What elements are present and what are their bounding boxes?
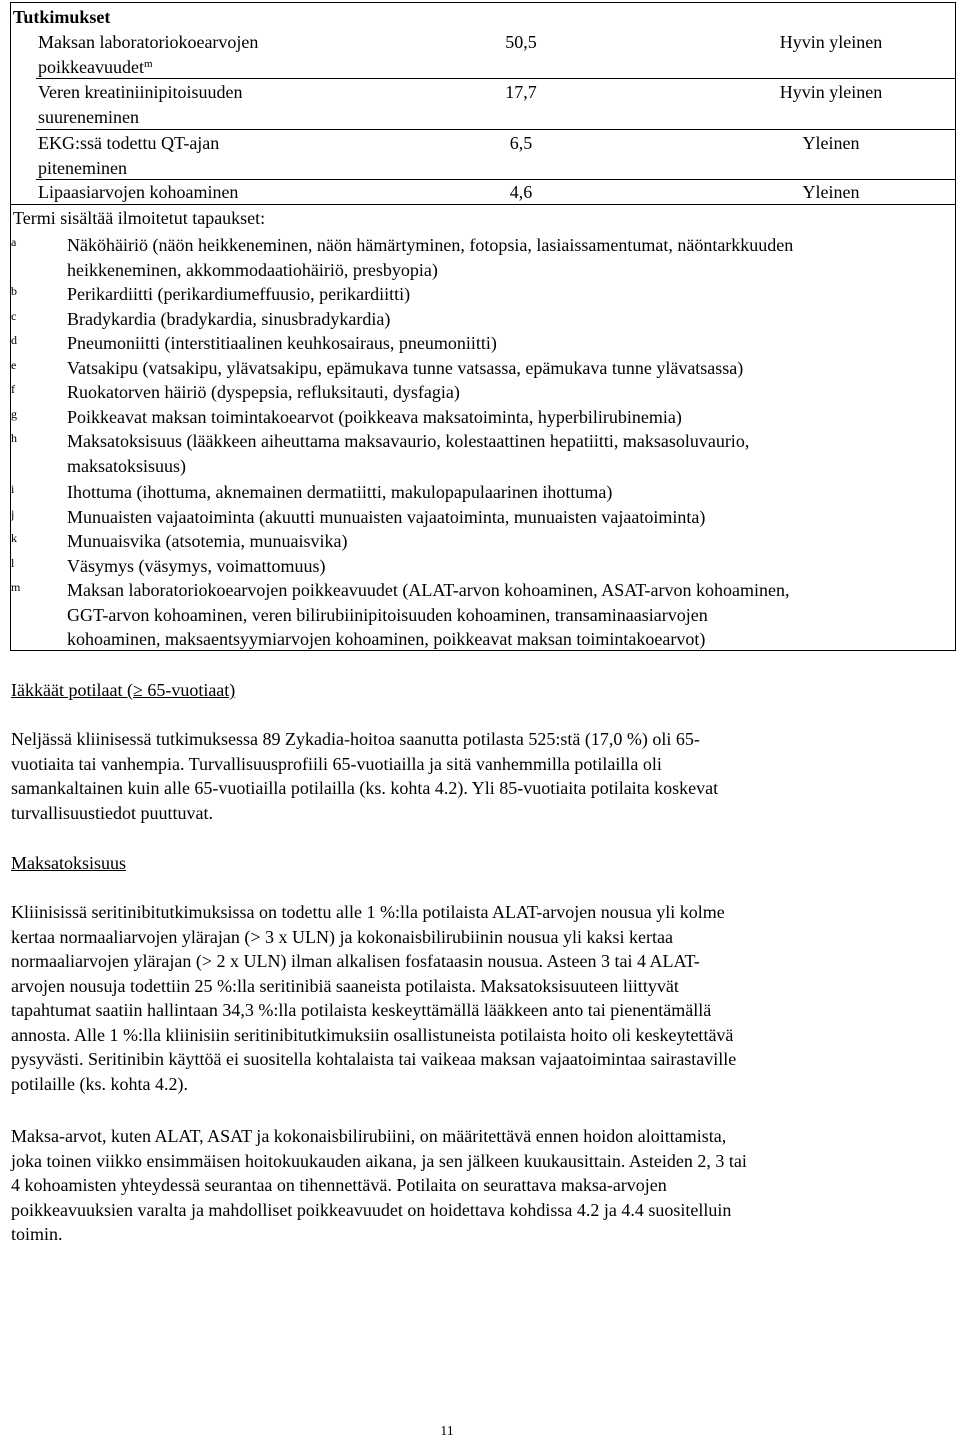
paragraph: Kliinisissä seritinibitutkimuksissa on todettu alle 1 %:lla potilaista ALAT-arvojen nousua yli kolme kertaa normaaliarvojen ylärajan (> 3 x ULN) ja kokonaisbilirubiinin nousua yli kaksi kertaa normaaliarvojen ylärajan (> 2 x ULN) ilman alkalisen fosfataasin nousua. Asteen 3 tai 4 ALAT- arvojen nousuja todettiin 25 %:lla seritinibiä saaneista potilaista. Maksatoksisuuteen liittyvät tapahtumat saatiin hallintaan 34,3 %:lla potilaista keskeyttämällä lääkkeen anto tai pienentämällä annosta. Alle 1 %:lla kliinisiin seritinibitutkimuksiin osallistuneista potilaista hoito oli keskeytettävä pysyvästi. Seritinibin käyttöä ei suositella kohtalaista tai vaikeaa maksan vajaatoimintaa sairastaville potilaille (ks. kohta 4.2).	[11, 902, 737, 1094]
footnote-text: Munuaisvika (atsotemia, munuaisvika)	[67, 531, 348, 551]
row-divider	[36, 78, 955, 79]
frequency-category: Hyvin yleinen	[779, 32, 883, 52]
row-divider	[11, 204, 955, 205]
footnote-text: Perikardiitti (perikardiumeffuusio, perikardiitti)	[67, 284, 411, 304]
footnote-letter: l	[11, 556, 15, 570]
adverse-reactions-table	[10, 2, 956, 651]
footnote-ref: m	[143, 57, 153, 70]
frequency-value: 50,5	[505, 32, 537, 52]
frequency-value: 17,7	[505, 82, 537, 102]
footnote-text: Maksan laboratoriokoearvojen poikkeavuudet (ALAT-arvon kohoaminen, ASAT-arvon kohoaminen, GGT-arvon kohoaminen, veren bilirubiinipitoisuuden kohoaminen, transaminaasiarvojen kohoaminen, maksaentsyymiarvojen kohoaminen, poikkeavat maksan toimintakoearvot)	[67, 580, 790, 649]
footnote-letter: d	[11, 333, 17, 347]
table-row	[11, 30, 955, 78]
table-row	[11, 131, 955, 179]
footnote-text: Poikkeavat maksan toimintakoearvot (poikkeava maksatoiminta, hyperbilirubinemia)	[67, 407, 682, 427]
frequency-value: 4,6	[509, 182, 533, 202]
table-row	[11, 180, 955, 206]
reaction-name: Lipaasiarvojen kohoaminen	[38, 182, 239, 202]
reaction-name: Maksan laboratoriokoearvojen poikkeavuudet$^m$	[38, 32, 259, 77]
paragraph: Maksa-arvot, kuten ALAT, ASAT ja kokonaisbilirubiini, on määritettävä ennen hoidon aloittamista, joka toinen viikko ensimmäisen hoitokuukauden aikana, ja sen jälkeen kuukausittain. Asteiden 2, 3 tai 4 kohoamisten yhteydessä seurantaa on tihennettävä. Potilaita on seurattava maksa-arvojen poikkeavuuksien varalta ja mahdolliset poikkeavuudet on hoidettava kohdissa 4.2 ja 4.4 suositelluin toimin.	[11, 1126, 747, 1244]
table-section-title: Tutkimukset	[13, 7, 111, 27]
footnote-text: Maksatoksisuus (lääkkeen aiheuttama maksavaurio, kolestaattinen hepatiitti, maksasoluvaurio, maksatoksisuus)	[67, 431, 750, 476]
footnote-letter: j	[11, 507, 15, 521]
reaction-name: Veren kreatiniinipitoisuuden suureneminen	[38, 82, 243, 127]
footnote-letter: k	[11, 531, 17, 545]
frequency-category: Yleinen	[802, 182, 860, 202]
footnote-text: Bradykardia (bradykardia, sinusbradykardia)	[67, 309, 391, 329]
paragraph: Neljässä kliinisessä tutkimuksessa 89 Zykadia-hoitoa saanutta potilasta 525:stä (17,0 %) oli 65- vuotiaita tai vanhempia. Turvallisuusprofiili 65-vuotiailla ja sitä vanhemmilla potilailla oli samankaltainen kuin alle 65-vuotiailla potilailla (ks. kohta 4.2). Yli 85-vuotiaita potilaita koskevat turvallisuustiedot puuttuvat.	[11, 729, 719, 823]
section-title-elderly: Iäkkäät potilaat (≥ 65-vuotiaat)	[11, 680, 236, 700]
footnote-letter: h	[11, 431, 17, 445]
footnote-text: Pneumoniitti (interstitiaalinen keuhkosairaus, pneumoniitti)	[67, 333, 497, 353]
footnote-text: Ruokatorven häiriö (dyspepsia, refluksitauti, dysfagia)	[67, 382, 460, 402]
footnote-letter: g	[11, 407, 17, 421]
frequency-value: 6,5	[509, 133, 533, 153]
footnote-letter: f	[11, 382, 15, 396]
footnote-heading: Termi sisältää ilmoitetut tapaukset:	[13, 208, 266, 228]
reaction-name: EKG:ssä todettu QT-ajan piteneminen	[38, 133, 220, 178]
footnote-text: Ihottuma (ihottuma, aknemainen dermatiitti, makulopapulaarinen ihottuma)	[67, 482, 613, 502]
footnote-letter: b	[11, 284, 17, 298]
footnote-text: Munuaisten vajaatoiminta (akuutti munuaisten vajaatoiminta, munuaisten vajaatoiminta)	[67, 507, 706, 527]
footnote-letter: i	[11, 482, 15, 496]
row-divider	[36, 129, 955, 130]
footnote-letter: c	[11, 309, 17, 323]
footnote-letter: e	[11, 358, 17, 372]
footnote-letter: m	[11, 580, 21, 594]
footnote-letter: a	[11, 235, 17, 249]
frequency-category: Yleinen	[802, 133, 860, 153]
footnote-text: Vatsakipu (vatsakipu, ylävatsakipu, epämukava tunne vatsassa, epämukava tunne ylävatsassa)	[67, 358, 744, 378]
frequency-category: Hyvin yleinen	[779, 82, 883, 102]
footnote-text: Väsymys (väsymys, voimattomuus)	[67, 556, 326, 576]
footnote-text: Näköhäiriö (näön heikkeneminen, näön hämärtyminen, fotopsia, lasiaissamentumat, näöntarkkuuden heikkeneminen, akkommodaatiohäiriö, presbyopia)	[67, 235, 794, 280]
table-row	[11, 80, 955, 128]
page-number: 11	[440, 1424, 454, 1439]
section-title-hepatotoxicity: Maksatoksisuus	[11, 853, 127, 873]
